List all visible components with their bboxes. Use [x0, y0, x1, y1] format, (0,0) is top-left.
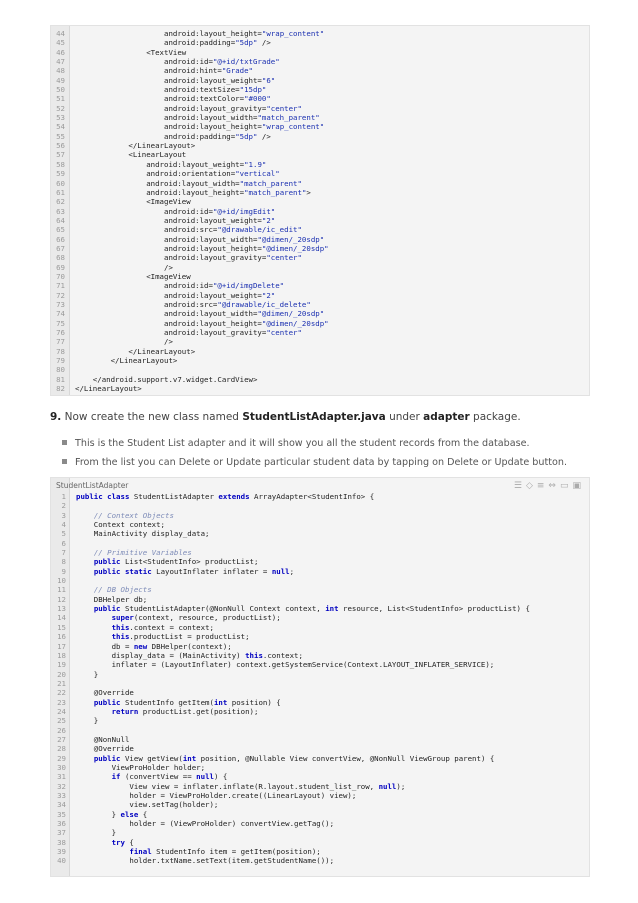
code-line	[51, 216, 589, 225]
code-text: public StudentInfo getItem(int position) {	[93, 697, 281, 707]
line-number: 1	[61, 492, 66, 501]
line-number: 72	[56, 290, 65, 300]
code-line	[51, 819, 589, 828]
line-number: 56	[56, 141, 65, 151]
code-text: public static LayoutInflater inflater = null;	[93, 566, 295, 576]
code-line	[51, 48, 589, 57]
code-line	[51, 356, 589, 365]
code-line	[51, 754, 589, 763]
code-line	[51, 576, 589, 585]
xml-code-block	[50, 25, 590, 396]
code-text: android:layout_weight="2"	[75, 215, 276, 225]
line-number: 61	[56, 187, 65, 197]
code-text: final StudentInfo item = getItem(position);	[129, 847, 321, 857]
code-line	[51, 132, 589, 141]
class-name: StudentListAdapter.java	[242, 411, 386, 423]
code-line	[51, 253, 589, 262]
code-line	[51, 328, 589, 337]
step-text-prefix: Now create the new class named	[61, 411, 243, 423]
code-text: holder = (ViewProHolder) convertView.getTag();	[76, 819, 335, 829]
copy-icon[interactable]: ◇	[525, 481, 535, 491]
code-text: if (convertView == null) {	[111, 772, 228, 782]
code-text: </LinearLayout>	[75, 356, 178, 366]
code-text: android:layout_gravity="center"	[75, 103, 302, 113]
code-line	[51, 670, 589, 679]
code-line	[51, 375, 589, 384]
code-line	[51, 66, 589, 75]
code-line	[51, 613, 589, 622]
code-line	[51, 763, 589, 772]
code-line	[51, 810, 589, 819]
code-text: />	[75, 262, 173, 272]
line-number: 13	[57, 604, 66, 614]
code-line	[51, 197, 589, 206]
line-number: 27	[57, 734, 66, 744]
code-line	[51, 319, 589, 328]
code-line	[51, 225, 589, 234]
code-line	[51, 263, 589, 272]
code-text: view.setTag(holder);	[76, 800, 219, 810]
line-number: 47	[56, 57, 65, 67]
code-line	[51, 782, 589, 791]
line-number: 69	[56, 262, 65, 272]
code-line	[51, 707, 589, 716]
line-number: 6	[61, 538, 66, 548]
line-number: 18	[57, 650, 66, 660]
line-number: 45	[56, 38, 65, 48]
code-line	[51, 520, 589, 529]
line-number: 74	[56, 309, 65, 319]
line-number: 57	[56, 150, 65, 160]
line-number: 14	[57, 613, 66, 623]
bullet-item	[62, 457, 567, 468]
code-text: @Override	[76, 744, 134, 754]
line-number: 37	[57, 828, 66, 838]
code-line	[51, 94, 589, 103]
code-line	[51, 688, 589, 697]
code-text: android:layout_height="wrap_content"	[75, 122, 325, 132]
code-text: }	[76, 669, 99, 679]
code-text: try {	[111, 837, 134, 847]
code-line	[51, 828, 589, 837]
code-line	[51, 529, 589, 538]
code-text: android:layout_height="wrap_content"	[75, 29, 325, 38]
code-text: MainActivity display_data;	[76, 529, 210, 539]
code-text: android:textSize="15dp"	[75, 85, 267, 95]
code-text: }	[76, 716, 99, 726]
code-line	[51, 300, 589, 309]
code-text: android:orientation="vertical"	[75, 169, 280, 179]
code-line	[51, 856, 589, 865]
code-text: android:layout_gravity="center"	[75, 253, 302, 263]
line-number: 16	[57, 632, 66, 642]
code-line	[51, 76, 589, 85]
code-text: </LinearLayout>	[75, 141, 196, 151]
line-number: 66	[56, 234, 65, 244]
line-number: 52	[56, 103, 65, 113]
code-line	[51, 244, 589, 253]
java-code-block	[50, 477, 590, 877]
code-line	[51, 698, 589, 707]
code-line	[51, 660, 589, 669]
code-text: holder = ViewProHolder.create((LinearLayout) view);	[76, 791, 357, 800]
line-number: 19	[57, 660, 66, 670]
line-number: 48	[56, 66, 65, 76]
code-line	[51, 365, 589, 374]
code-text: android:textColor="#000"	[75, 94, 271, 104]
line-number: 29	[57, 753, 66, 763]
bullet-text: This is the Student List adapter and it will show you all the student records from the database.	[75, 438, 530, 449]
line-number: 51	[56, 94, 65, 104]
code-text: android:padding="5dp" />	[75, 38, 271, 48]
code-text: db = new DBHelper(context);	[76, 641, 232, 651]
line-number: 40	[57, 856, 66, 866]
code-text: android:layout_height="match_parent">	[75, 187, 311, 197]
line-number: 9	[61, 566, 66, 576]
line-number: 79	[56, 356, 65, 366]
code-text: // Primitive Variables	[93, 548, 192, 558]
code-line	[51, 492, 589, 501]
code-text: this.productList = productList;	[111, 632, 250, 642]
code-text: android:layout_width="@dimen/_20sdp"	[75, 309, 325, 319]
line-number: 54	[56, 122, 65, 132]
line-number: 73	[56, 299, 65, 309]
code-text: android:layout_weight="6"	[75, 75, 276, 85]
code-line	[51, 104, 589, 113]
code-line	[51, 595, 589, 604]
line-number: 11	[57, 585, 66, 595]
code-text: public StudentListAdapter(@NonNull Context context, int resource, List<StudentInfo> productList) {	[93, 604, 530, 614]
line-number: 78	[56, 346, 65, 356]
code-line	[51, 679, 589, 688]
line-number: 21	[57, 678, 66, 688]
code-line	[51, 838, 589, 847]
code-line	[51, 772, 589, 781]
line-number: 35	[57, 809, 66, 819]
code-line	[51, 179, 589, 188]
code-text: android:layout_width="match_parent"	[75, 178, 302, 188]
line-number: 70	[56, 271, 65, 281]
code-text: super(context, resource, productList);	[111, 613, 281, 623]
code-block-title: StudentListAdapter	[56, 481, 129, 490]
code-line	[51, 169, 589, 178]
line-number: 38	[57, 837, 66, 847]
code-line	[51, 309, 589, 318]
line-number: 62	[56, 197, 65, 207]
code-line	[51, 188, 589, 197]
code-toolbar	[512, 481, 583, 491]
step-number: 9.	[50, 411, 62, 423]
code-text: // Context Objects	[93, 510, 174, 520]
code-text: <ImageView	[75, 197, 191, 207]
code-line	[51, 337, 589, 346]
line-number: 71	[56, 281, 65, 291]
bullet-text: From the list you can Delete or Update particular student data by tapping on Delete or Update button.	[75, 457, 568, 468]
line-number: 67	[56, 243, 65, 253]
code-text: holder.txtName.setText(item.getStudentName());	[76, 856, 335, 866]
code-line	[51, 604, 589, 613]
code-text: android:padding="5dp" />	[75, 131, 271, 141]
code-line	[51, 651, 589, 660]
line-number: 44	[56, 29, 65, 38]
line-number: 23	[57, 697, 66, 707]
code-text: android:src="@drawable/ic_edit"	[75, 225, 302, 235]
line-number: 20	[57, 669, 66, 679]
code-line	[51, 511, 589, 520]
line-number: 8	[61, 557, 66, 567]
bullet-item	[62, 438, 530, 449]
line-number: 63	[56, 206, 65, 216]
code-line	[51, 735, 589, 744]
line-number: 25	[57, 716, 66, 726]
code-text: android:layout_gravity="center"	[75, 328, 302, 337]
code-text: // DB Objects	[93, 585, 152, 595]
code-line	[51, 141, 589, 150]
package-name: adapter	[423, 411, 470, 423]
code-line	[51, 122, 589, 131]
line-number: 7	[61, 548, 66, 558]
line-number: 77	[56, 337, 65, 347]
code-line	[51, 207, 589, 216]
line-number: 76	[56, 328, 65, 337]
code-line	[51, 113, 589, 122]
line-number: 15	[57, 622, 66, 632]
code-text: android:id="@+id/txtGrade"	[75, 57, 280, 67]
code-text: android:layout_height="@dimen/_20sdp"	[75, 318, 329, 328]
code-line	[51, 791, 589, 800]
code-line	[51, 632, 589, 641]
code-line	[51, 160, 589, 169]
code-text: android:layout_width="match_parent"	[75, 113, 320, 123]
line-number: 59	[56, 169, 65, 179]
line-number: 28	[57, 744, 66, 754]
print-icon[interactable]: ▭	[559, 481, 571, 491]
code-text: Context context;	[76, 520, 165, 530]
code-text: android:id="@+id/imgEdit"	[75, 206, 276, 216]
code-text: DBHelper db;	[76, 594, 148, 604]
line-number: 31	[57, 772, 66, 782]
code-line	[51, 150, 589, 159]
code-text: android:hint="Grade"	[75, 66, 253, 76]
code-text: }	[76, 828, 117, 838]
expand-icon[interactable]: ⇔	[548, 481, 558, 491]
line-number: 36	[57, 819, 66, 829]
bullet-square-icon	[62, 440, 67, 445]
line-number: 5	[61, 529, 66, 539]
line-number: 75	[56, 318, 65, 328]
code-text: <TextView	[75, 47, 187, 57]
code-line	[51, 57, 589, 66]
line-number: 4	[61, 520, 66, 530]
code-line	[51, 384, 589, 393]
code-text: <LinearLayout	[75, 150, 187, 160]
code-line	[51, 642, 589, 651]
code-text: ViewProHolder holder;	[76, 762, 206, 772]
line-number: 3	[61, 510, 66, 520]
code-line	[51, 567, 589, 576]
help-icon[interactable]: ▣	[572, 481, 583, 491]
code-text: public class StudentListAdapter extends ArrayAdapter<StudentInfo> {	[76, 492, 375, 501]
code-text: android:layout_weight="1.9"	[75, 159, 267, 169]
line-number: 26	[57, 725, 66, 735]
code-text: public List<StudentInfo> productList;	[93, 557, 259, 567]
code-line	[51, 557, 589, 566]
line-number: 12	[57, 594, 66, 604]
line-number: 46	[56, 47, 65, 57]
line-number: 49	[56, 75, 65, 85]
line-number: 17	[57, 641, 66, 651]
line-number: 53	[56, 113, 65, 123]
line-number: 10	[57, 576, 66, 586]
line-number: 65	[56, 225, 65, 235]
line-number: 58	[56, 159, 65, 169]
code-line	[51, 281, 589, 290]
code-text: @Override	[76, 688, 134, 698]
code-line	[51, 548, 589, 557]
line-number: 50	[56, 85, 65, 95]
code-text: <ImageView	[75, 271, 191, 281]
step-instruction	[50, 411, 521, 423]
code-text: public View getView(int position, @Nullable View convertView, @NonNull ViewGroup parent) {	[93, 753, 495, 763]
code-line	[51, 235, 589, 244]
view-source-icon[interactable]: ☰	[513, 481, 524, 491]
code-text: android:layout_weight="2"	[75, 290, 276, 300]
code-lines	[51, 29, 589, 393]
line-number: 55	[56, 131, 65, 141]
line-number: 39	[57, 847, 66, 857]
code-line	[51, 623, 589, 632]
code-line	[51, 800, 589, 809]
code-line	[51, 716, 589, 725]
code-text: </LinearLayout>	[75, 346, 196, 356]
code-line	[51, 744, 589, 753]
line-number: 2	[61, 501, 66, 511]
code-line	[51, 847, 589, 856]
code-line	[51, 85, 589, 94]
code-lines	[51, 492, 589, 866]
line-number: 81	[56, 374, 65, 384]
code-text: View view = inflater.inflate(R.layout.student_list_row, null);	[76, 781, 406, 791]
code-line	[51, 539, 589, 548]
line-number: 80	[56, 365, 65, 375]
code-text: android:src="@drawable/ic_delete"	[75, 299, 311, 309]
code-text: </LinearLayout>	[75, 384, 142, 394]
code-text: android:id="@+id/imgDelete"	[75, 281, 285, 291]
code-text: android:layout_width="@dimen/_20sdp"	[75, 234, 325, 244]
code-line	[51, 347, 589, 356]
line-number: 33	[57, 791, 66, 800]
code-line	[51, 38, 589, 47]
step-text-suffix: package.	[469, 411, 521, 423]
code-line	[51, 29, 589, 38]
code-line	[51, 726, 589, 735]
line-number: 24	[57, 706, 66, 716]
line-number: 22	[57, 688, 66, 698]
line-number: 30	[57, 762, 66, 772]
wrap-icon[interactable]: ≡	[536, 481, 547, 491]
step-text-middle: under	[385, 411, 424, 423]
code-line	[51, 291, 589, 300]
line-number: 64	[56, 215, 65, 225]
code-text: @NonNull	[76, 734, 130, 744]
code-line	[51, 585, 589, 594]
code-text: } else {	[76, 809, 148, 819]
line-number: 32	[57, 781, 66, 791]
line-number: 60	[56, 178, 65, 188]
code-text: this.context = context;	[111, 622, 214, 632]
code-text: display_data = (MainActivity) this.context;	[76, 650, 303, 660]
line-number: 82	[56, 384, 65, 394]
code-text: return productList.get(position);	[111, 706, 259, 716]
code-text: </android.support.v7.widget.CardView>	[75, 374, 258, 384]
code-text: />	[75, 337, 173, 347]
line-number: 68	[56, 253, 65, 263]
bullet-square-icon	[62, 459, 67, 464]
code-line	[51, 272, 589, 281]
code-text: inflater = (LayoutInflater) context.getSystemService(Context.LAYOUT_INFLATER_SERVICE);	[76, 660, 495, 670]
line-number: 34	[57, 800, 66, 810]
code-text: android:layout_height="@dimen/_20sdp"	[75, 243, 329, 253]
code-line	[51, 501, 589, 510]
